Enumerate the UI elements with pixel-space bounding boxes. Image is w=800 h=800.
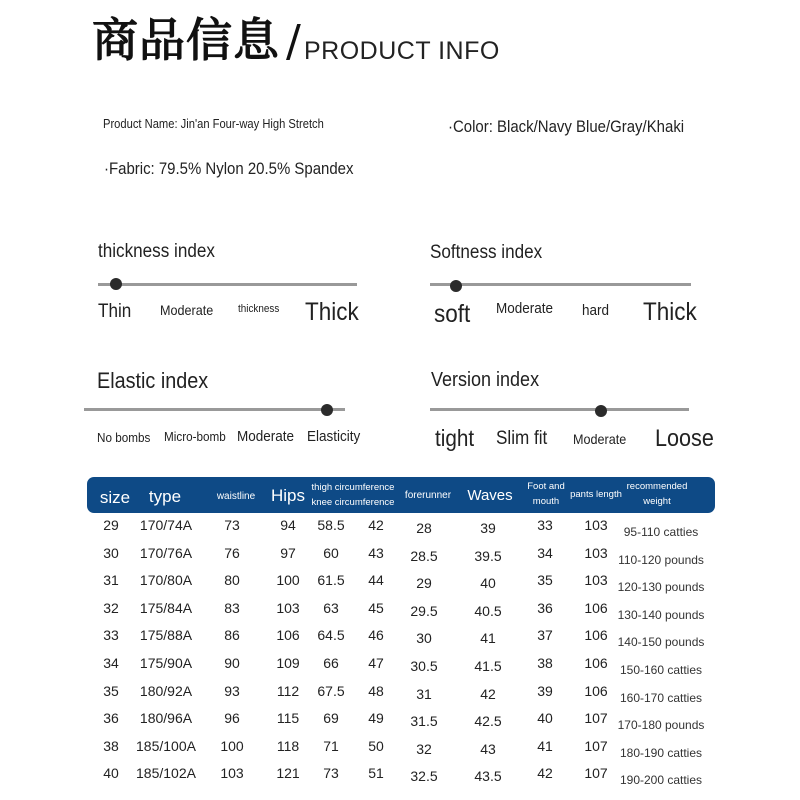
- cell-type: 175/88A: [139, 627, 193, 644]
- softness-index-track: [430, 283, 691, 286]
- product-fabric: ·Fabric: 79.5% Nylon 20.5% Spandex: [104, 159, 354, 178]
- cell-waves: 42: [480, 685, 496, 702]
- cell-size: 31: [103, 572, 119, 589]
- cell-size: 32: [103, 599, 119, 616]
- version-index-marker: [595, 405, 607, 417]
- cell-recommended-weight: 150-160 catties: [619, 663, 703, 677]
- header-type: type: [148, 487, 182, 506]
- cell-recommended-weight: 160-170 catties: [619, 690, 703, 705]
- cell-waistline: 80: [224, 572, 240, 589]
- cell-hips: 115: [276, 710, 300, 727]
- table-row: [0, 765, 800, 792]
- thickness-label-thin: Thin: [98, 301, 132, 322]
- size-table-header: [87, 477, 715, 513]
- header-thigh-circumference: thigh circumference: [311, 482, 395, 493]
- cell-foot-mouth: 42: [537, 765, 553, 782]
- cell-foot-mouth: 41: [537, 737, 553, 754]
- thickness-label-thick: Thick: [305, 298, 359, 326]
- header-foot-mouth-line1: Foot and: [527, 481, 565, 492]
- cell-recommended-weight: 110-120 pounds: [618, 552, 704, 567]
- cell-thigh: 73: [323, 765, 339, 782]
- cell-size: 34: [103, 655, 119, 671]
- header-waves: Waves: [467, 487, 513, 504]
- cell-pants-length: 106: [584, 599, 608, 616]
- thickness-index-marker: [110, 278, 122, 290]
- thickness-label-thickness: thickness: [238, 303, 280, 315]
- header-foot-mouth-line2: mouth: [532, 496, 560, 507]
- table-row: [0, 600, 800, 627]
- softness-index-title: Softness index: [430, 242, 543, 263]
- elastic-label-micro-bomb: Micro-bomb: [164, 429, 226, 444]
- cell-waistline: 100: [220, 737, 244, 754]
- cell-type: 170/74A: [139, 517, 193, 533]
- thickness-index-track: [98, 283, 357, 286]
- table-row: [0, 627, 800, 654]
- elastic-index-title: Elastic index: [97, 368, 209, 393]
- cell-recommended-weight: 180-190 catties: [619, 745, 703, 760]
- cell-waves: 39: [480, 520, 496, 536]
- cell-forerunner: 32.5: [410, 768, 438, 785]
- cell-knee: 47: [368, 655, 384, 671]
- version-label-tight: tight: [435, 425, 475, 451]
- cell-recommended-weight: 140-150 pounds: [617, 635, 705, 650]
- table-row: [0, 517, 800, 544]
- cell-forerunner: 28: [416, 520, 432, 536]
- softness-label-hard: hard: [582, 302, 610, 319]
- cell-size: 38: [103, 737, 119, 754]
- elastic-label-moderate: Moderate: [237, 428, 295, 445]
- table-row: [0, 655, 800, 682]
- version-label-loose: Loose: [655, 425, 714, 452]
- cell-recommended-weight: 130-140 pounds: [617, 607, 705, 622]
- cell-waves: 40: [480, 575, 496, 592]
- cell-hips: 94: [280, 517, 296, 533]
- header-knee-circumference: knee circumference: [311, 497, 395, 508]
- cell-pants-length: 106: [584, 655, 608, 671]
- title-separator: /: [286, 16, 301, 67]
- softness-index-marker: [450, 280, 462, 292]
- cell-forerunner: 30.5: [410, 658, 438, 674]
- product-name: Product Name: Jin'an Four-way High Stretch: [103, 116, 324, 131]
- elastic-index-marker: [321, 404, 333, 416]
- cell-pants-length: 103: [584, 544, 608, 561]
- cell-forerunner: 30: [416, 630, 432, 647]
- cell-waistline: 96: [224, 710, 240, 727]
- cell-pants-length: 106: [584, 627, 608, 644]
- softness-label-moderate: Moderate: [496, 300, 554, 317]
- cell-thigh: 69: [323, 710, 339, 727]
- version-index-track: [430, 408, 689, 411]
- elastic-index-track: [84, 408, 345, 411]
- cell-recommended-weight: 190-200 catties: [619, 773, 703, 788]
- cell-knee: 48: [368, 682, 384, 699]
- cell-forerunner: 31.5: [410, 713, 438, 730]
- cell-size: 36: [103, 710, 119, 727]
- cell-hips: 100: [276, 572, 300, 589]
- page-title-english: PRODUCT INFO: [304, 37, 500, 65]
- cell-forerunner: 28.5: [410, 547, 438, 564]
- cell-type: 185/102A: [136, 765, 196, 782]
- cell-waistline: 86: [224, 627, 240, 644]
- cell-knee: 46: [368, 627, 384, 644]
- header-size: size: [99, 488, 131, 507]
- page-title-chinese: 商品信息: [92, 13, 280, 67]
- version-index-title: Version index: [431, 369, 540, 391]
- cell-waves: 43.5: [474, 768, 502, 785]
- cell-foot-mouth: 38: [537, 655, 553, 671]
- cell-hips: 106: [276, 627, 300, 644]
- cell-size: 33: [103, 627, 119, 644]
- header-forerunner: forerunner: [404, 490, 452, 501]
- cell-hips: 97: [280, 544, 296, 561]
- cell-waistline: 76: [224, 544, 240, 561]
- cell-waves: 42.5: [474, 713, 502, 730]
- cell-knee: 51: [368, 765, 384, 782]
- cell-foot-mouth: 35: [537, 572, 553, 589]
- cell-type: 175/90A: [139, 655, 193, 671]
- cell-size: 40: [103, 765, 119, 782]
- header-waistline: waistline: [216, 491, 256, 502]
- cell-foot-mouth: 36: [537, 599, 553, 616]
- version-label-moderate: Moderate: [573, 431, 627, 447]
- cell-thigh: 58.5: [317, 517, 345, 533]
- cell-pants-length: 107: [584, 710, 608, 727]
- cell-waistline: 90: [224, 655, 240, 671]
- cell-pants-length: 103: [584, 572, 608, 589]
- cell-recommended-weight: 120-130 pounds: [617, 580, 705, 595]
- cell-recommended-weight: 170-180 pounds: [617, 718, 705, 733]
- cell-waves: 41.5: [474, 658, 502, 674]
- cell-hips: 121: [276, 765, 300, 782]
- cell-type: 185/100A: [136, 737, 196, 754]
- softness-label-thick: Thick: [643, 298, 697, 326]
- cell-forerunner: 29.5: [410, 602, 438, 619]
- cell-forerunner: 31: [416, 685, 432, 702]
- cell-thigh: 67.5: [317, 682, 345, 699]
- cell-foot-mouth: 37: [537, 627, 553, 644]
- cell-waistline: 93: [224, 682, 240, 699]
- cell-hips: 109: [276, 655, 300, 671]
- header-pants-length: pants length: [570, 489, 622, 500]
- cell-pants-length: 106: [584, 682, 608, 699]
- cell-size: 29: [103, 517, 119, 533]
- thickness-label-moderate: Moderate: [160, 302, 214, 318]
- cell-foot-mouth: 40: [537, 710, 553, 727]
- cell-foot-mouth: 34: [537, 544, 553, 561]
- table-row: [0, 683, 800, 710]
- elastic-label-no-bombs: No bombs: [97, 430, 151, 445]
- cell-forerunner: 32: [416, 740, 432, 757]
- cell-size: 35: [103, 682, 119, 699]
- table-row: [0, 710, 800, 737]
- header-hips: Hips: [270, 486, 306, 505]
- version-label-slim-fit: Slim fit: [496, 428, 548, 449]
- product-color: ·Color: Black/Navy Blue/Gray/Khaki: [448, 117, 685, 136]
- header-recommended-weight-line1: recommended: [626, 481, 688, 492]
- table-row: [0, 738, 800, 765]
- cell-type: 170/80A: [139, 572, 193, 589]
- cell-waves: 41: [480, 630, 496, 647]
- cell-waistline: 83: [224, 599, 240, 616]
- softness-label-soft: soft: [434, 300, 471, 328]
- cell-pants-length: 107: [584, 765, 608, 782]
- table-row: [0, 572, 800, 599]
- cell-knee: 45: [368, 599, 384, 616]
- cell-foot-mouth: 33: [537, 517, 553, 533]
- cell-waistline: 103: [220, 765, 244, 782]
- cell-type: 175/84A: [139, 599, 193, 616]
- cell-pants-length: 107: [584, 737, 608, 754]
- cell-hips: 103: [276, 599, 300, 616]
- cell-knee: 42: [368, 517, 384, 533]
- cell-knee: 50: [368, 737, 384, 754]
- cell-pants-length: 103: [584, 517, 608, 533]
- cell-thigh: 61.5: [317, 572, 345, 589]
- cell-foot-mouth: 39: [537, 682, 553, 699]
- cell-recommended-weight: 95-110 catties: [623, 525, 699, 539]
- cell-thigh: 63: [323, 599, 339, 616]
- cell-type: 170/76A: [139, 544, 193, 561]
- cell-forerunner: 29: [416, 575, 432, 592]
- cell-knee: 44: [368, 572, 384, 589]
- thickness-index-title: thickness index: [98, 241, 215, 262]
- header-recommended-weight-line2: weight: [643, 496, 671, 507]
- elastic-label-elasticity: Elasticity: [307, 428, 361, 445]
- cell-knee: 49: [368, 710, 384, 727]
- cell-type: 180/96A: [139, 710, 193, 727]
- cell-thigh: 64.5: [317, 627, 345, 644]
- cell-thigh: 60: [323, 544, 339, 561]
- cell-waistline: 73: [224, 517, 240, 533]
- cell-type: 180/92A: [139, 682, 193, 699]
- cell-waves: 39.5: [474, 547, 502, 564]
- table-row: [0, 545, 800, 572]
- cell-thigh: 66: [323, 655, 339, 671]
- cell-hips: 118: [276, 737, 300, 754]
- cell-knee: 43: [368, 544, 384, 561]
- cell-waves: 40.5: [474, 602, 502, 619]
- cell-thigh: 71: [323, 737, 339, 754]
- cell-size: 30: [103, 544, 119, 561]
- cell-waves: 43: [480, 740, 496, 757]
- cell-hips: 112: [276, 682, 300, 699]
